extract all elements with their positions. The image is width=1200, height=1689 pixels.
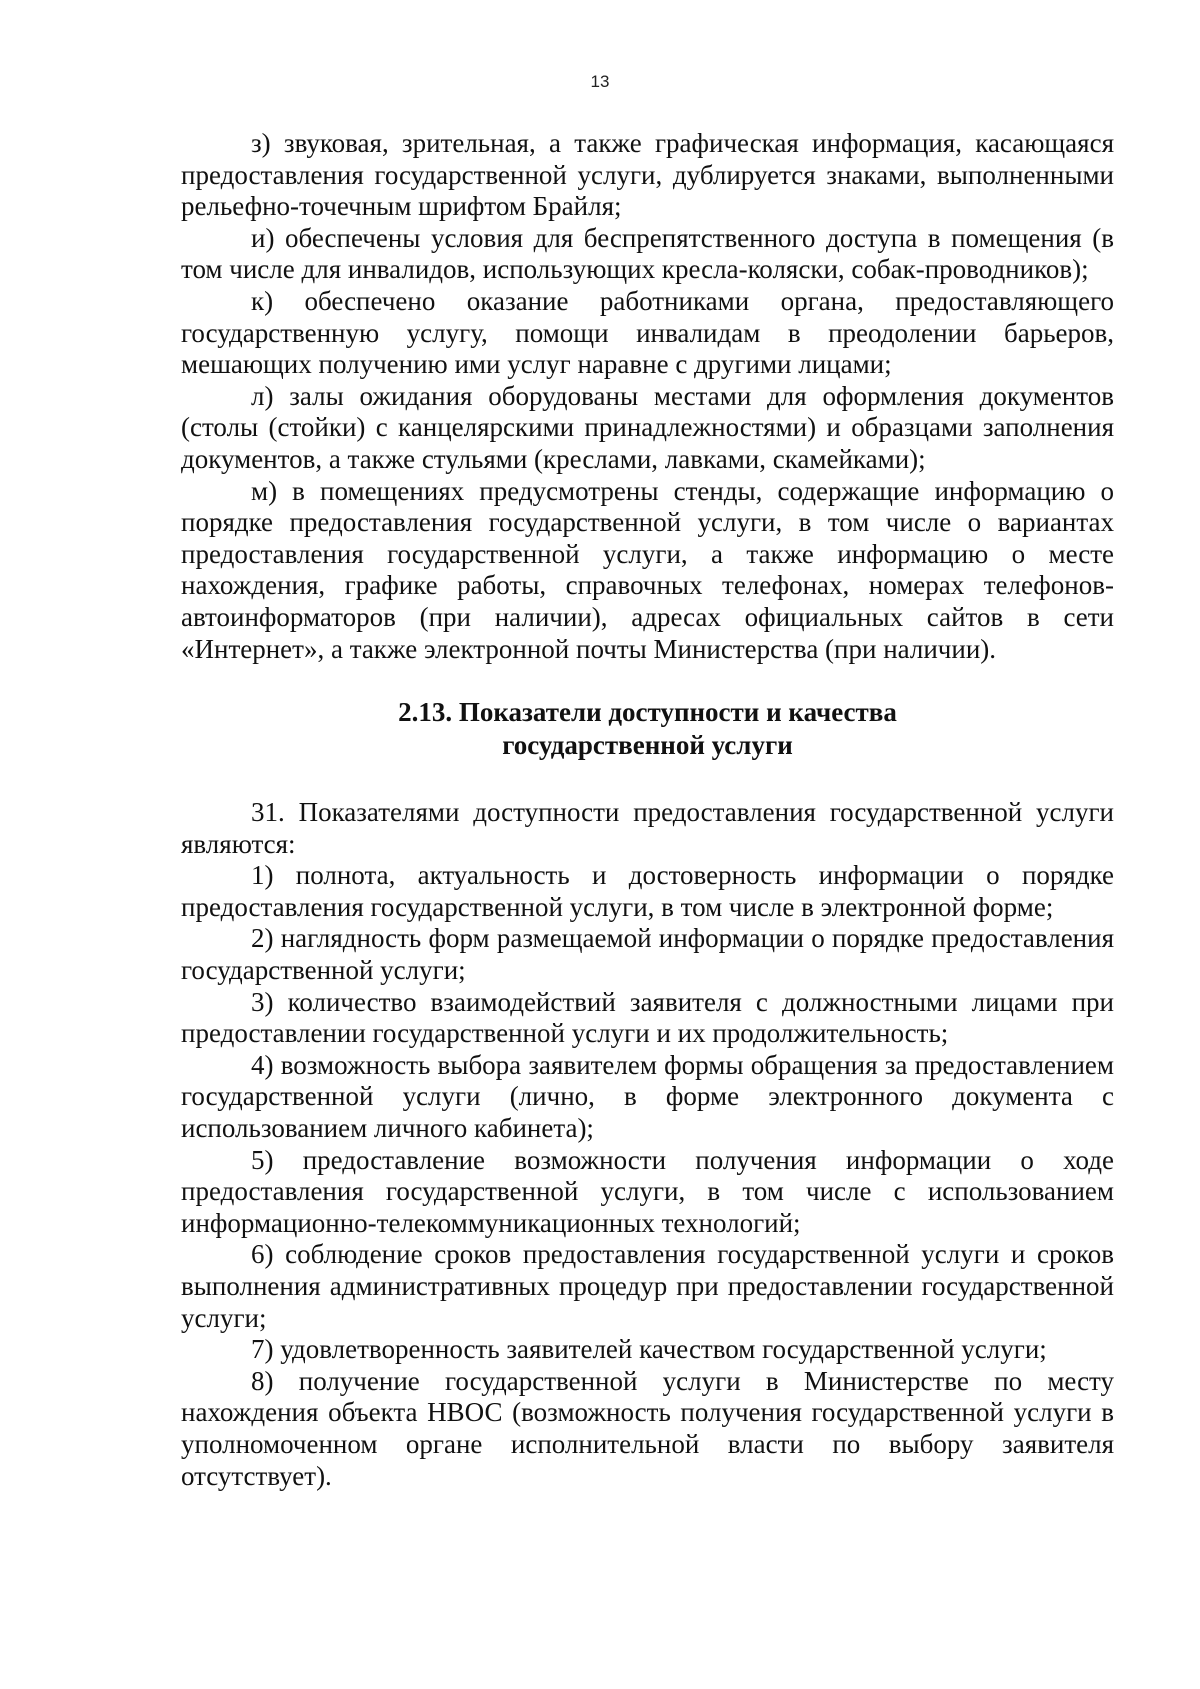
- paragraph-indicator-8: 8) получение государственной услуги в Министерстве по месту нахождения объекта НВОС (возможность получения государственной услуги в уполномоченном органе исполнительной власти по выбору заявителя отсутствует).: [181, 1365, 1114, 1491]
- paragraph-item-z: з) звуковая, зрительная, а также графическая информация, касающаяся предоставления государственной услуги, дублируется знаками, выполненными рельефно-точечным шрифтом Брайля;: [181, 128, 1114, 222]
- paragraph-item-i: и) обеспечены условия для беспрепятственного доступа в помещения (в том числе для инвалидов, использующих кресла-коляски, собак-проводников);: [181, 222, 1114, 285]
- page-number: 13: [590, 72, 610, 91]
- document-body: [181, 128, 1114, 1492]
- paragraph-indicator-4: 4) возможность выбора заявителем формы обращения за предоставлением государственной услуги (лично, в форме электронного документа с использованием личного кабинета);: [181, 1049, 1114, 1144]
- paragraph-item-l: л) залы ожидания оборудованы местами для оформления документов (столы (стойки) с канцелярскими принадлежностями) и образцами заполнения документов, а также стульями (креслами, лавками, скамейками);: [181, 380, 1114, 474]
- paragraph-indicator-6: 6) соблюдение сроков предоставления государственной услуги и сроков выполнения административных процедур при предоставлении государственной услуги;: [181, 1239, 1114, 1333]
- section-heading-line-1: 2.13. Показатели доступности и качества: [398, 697, 897, 728]
- paragraph-item-m: м) в помещениях предусмотрены стенды, содержащие информацию о порядке предоставления государственной услуги, в том числе о вариантах предоставления государственной услуги, а также информацию о месте нахождения, графике работы, справочных телефонах, номерах телефонов-автоинформаторов (при наличии), адресах официальных сайтов в сети «Интернет», а также электронной почты Министерства (при наличии).: [181, 475, 1114, 664]
- paragraph-indicator-1: 1) полнота, актуальность и достоверность информации о порядке предоставления государственной услуги, в том числе в электронной форме;: [181, 860, 1114, 922]
- section-heading-line-2: государственной услуги: [502, 730, 793, 761]
- paragraph-indicator-3: 3) количество взаимодействий заявителя с должностными лицами при предоставлении государственной услуги и их продолжительность;: [181, 986, 1114, 1049]
- paragraph-31-intro: 31. Показателями доступности предоставления государственной услуги являются:: [181, 797, 1114, 859]
- paragraph-item-k: к) обеспечено оказание работниками органа, предоставляющего государственную услугу, помощи инвалидам в преодолении барьеров, мешающих получению ими услуг наравне с другими лицами;: [181, 285, 1114, 380]
- paragraph-indicator-7: 7) удовлетворенность заявителей качеством государственной услуги;: [251, 1334, 1047, 1365]
- paragraph-indicator-5: 5) предоставление возможности получения информации о ходе предоставления государственной услуги, в том числе с использованием информационно-телекоммуникационных технологий;: [181, 1144, 1114, 1238]
- section-heading: [181, 696, 1114, 762]
- paragraph-indicator-2: 2) наглядность форм размещаемой информации о порядке предоставления государственной услуги;: [181, 923, 1114, 986]
